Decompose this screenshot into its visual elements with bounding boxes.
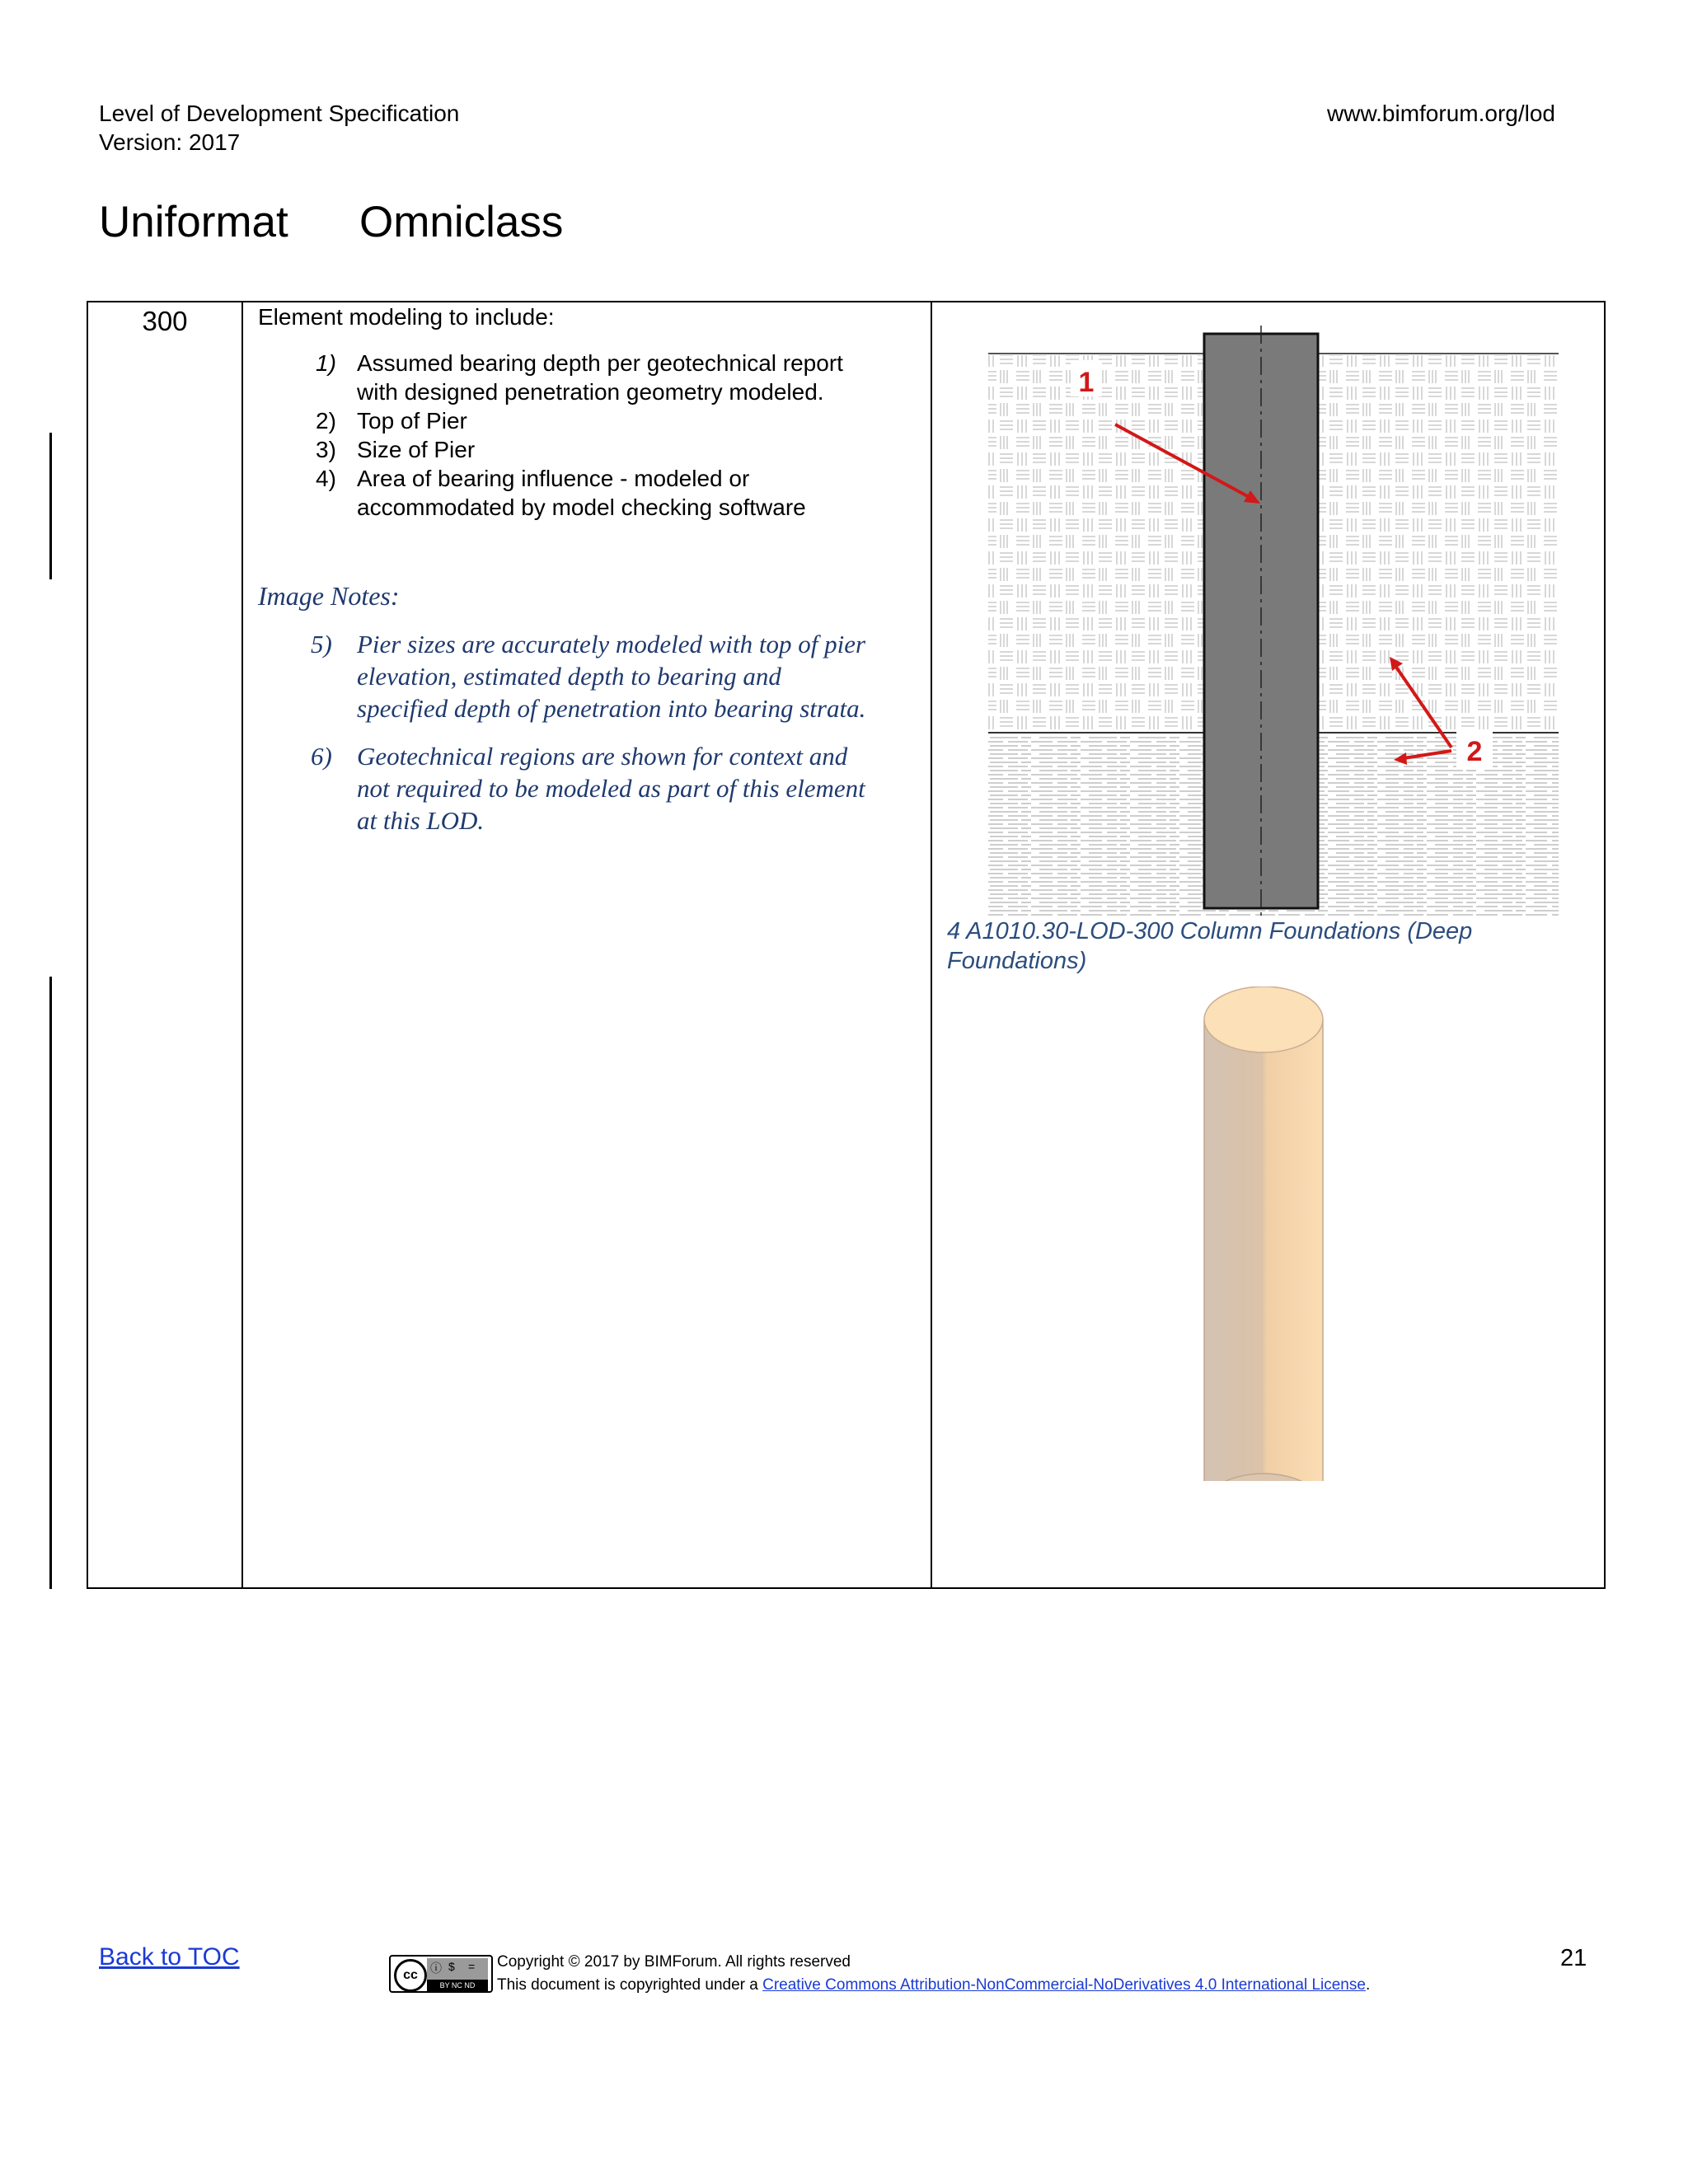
modeling-list bbox=[243, 349, 919, 522]
cylinder-top bbox=[1204, 987, 1323, 1052]
list-item-text: accommodated by model checking software bbox=[357, 494, 806, 520]
note-number: 5) bbox=[311, 630, 332, 658]
list-item bbox=[243, 435, 919, 464]
note-text: Pier sizes are accurately modeled with top of pier bbox=[357, 630, 866, 658]
list-item-number: 2) bbox=[316, 408, 336, 434]
description-cell bbox=[242, 302, 931, 1588]
caption-line: 4 A1010.30-LOD-300 Column Foundations (Deep bbox=[947, 918, 1473, 944]
license-notice bbox=[497, 1974, 1370, 1997]
license-link[interactable]: Creative Commons Attribution-NonCommercial-NoDerivatives 4.0 International License bbox=[762, 1976, 1366, 1994]
document-version: Version: 2017 bbox=[99, 129, 241, 155]
back-to-toc-link[interactable]: Back to TOC bbox=[99, 1943, 240, 1971]
note-text: Geotechnical regions are shown for context and bbox=[357, 742, 848, 771]
list-item-text: Assumed bearing depth per geotechnical report bbox=[357, 350, 843, 376]
note-item bbox=[243, 628, 927, 740]
license-prefix: This document is copyrighted under a bbox=[497, 1976, 763, 1994]
by-icon: ⓘ bbox=[430, 1961, 442, 1975]
cc-icon: cc bbox=[394, 1959, 427, 1992]
list-item bbox=[243, 464, 919, 522]
omniclass-heading: Omniclass bbox=[359, 198, 564, 246]
change-bar bbox=[49, 977, 52, 1589]
image-notes-list bbox=[243, 628, 927, 839]
note-number: 6) bbox=[311, 742, 332, 771]
image-notes-title: Image Notes: bbox=[258, 581, 400, 611]
license-suffix: . bbox=[1365, 1976, 1371, 1994]
cc-license-badge[interactable] bbox=[389, 1955, 493, 1993]
document-title: Level of Development Specification bbox=[99, 101, 460, 126]
list-item-text: Top of Pier bbox=[357, 408, 467, 434]
nc-icon: $ bbox=[448, 1960, 455, 1973]
pier-section-drawing bbox=[932, 302, 1608, 929]
list-item-number: 1) bbox=[316, 350, 336, 376]
image-cell bbox=[931, 302, 1605, 1588]
list-item-text: Area of bearing influence - modeled or bbox=[357, 466, 750, 491]
lod-level: 300 bbox=[142, 306, 188, 336]
callout-2-label: 2 bbox=[1466, 736, 1483, 767]
note-text: elevation, estimated depth to bearing and bbox=[357, 662, 781, 691]
change-bar bbox=[49, 433, 52, 579]
note-text: not required to be modeled as part of this element bbox=[357, 774, 865, 803]
nd-icon: = bbox=[468, 1960, 476, 1973]
copyright-notice: Copyright © 2017 by BIMForum. All rights reserved bbox=[497, 1953, 851, 1971]
page-number: 21 bbox=[1560, 1945, 1587, 1971]
caption-line: Foundations) bbox=[947, 948, 1087, 974]
cc-badge-label: BY NC ND bbox=[427, 1980, 488, 1991]
note-item bbox=[243, 740, 927, 839]
list-item-number: 3) bbox=[316, 437, 336, 462]
list-item bbox=[243, 349, 919, 406]
note-text: specified depth of penetration into bearing strata. bbox=[357, 694, 866, 723]
lod-level-cell bbox=[87, 302, 242, 1588]
uniformat-heading: Uniformat bbox=[99, 198, 288, 246]
pier-3d-model bbox=[932, 987, 1608, 1481]
callout-1-label: 1 bbox=[1078, 367, 1095, 398]
list-item-number: 4) bbox=[316, 466, 336, 491]
figure-caption bbox=[947, 916, 1606, 976]
list-item bbox=[243, 406, 919, 435]
list-item-text: Size of Pier bbox=[357, 437, 476, 462]
note-text: at this LOD. bbox=[357, 806, 485, 835]
lod-spec-table bbox=[87, 301, 1606, 1589]
header-url[interactable]: www.bimforum.org/lod bbox=[1327, 101, 1555, 126]
list-item-text: with designed penetration geometry modeled. bbox=[357, 379, 824, 405]
element-modeling-intro: Element modeling to include: bbox=[258, 304, 555, 330]
